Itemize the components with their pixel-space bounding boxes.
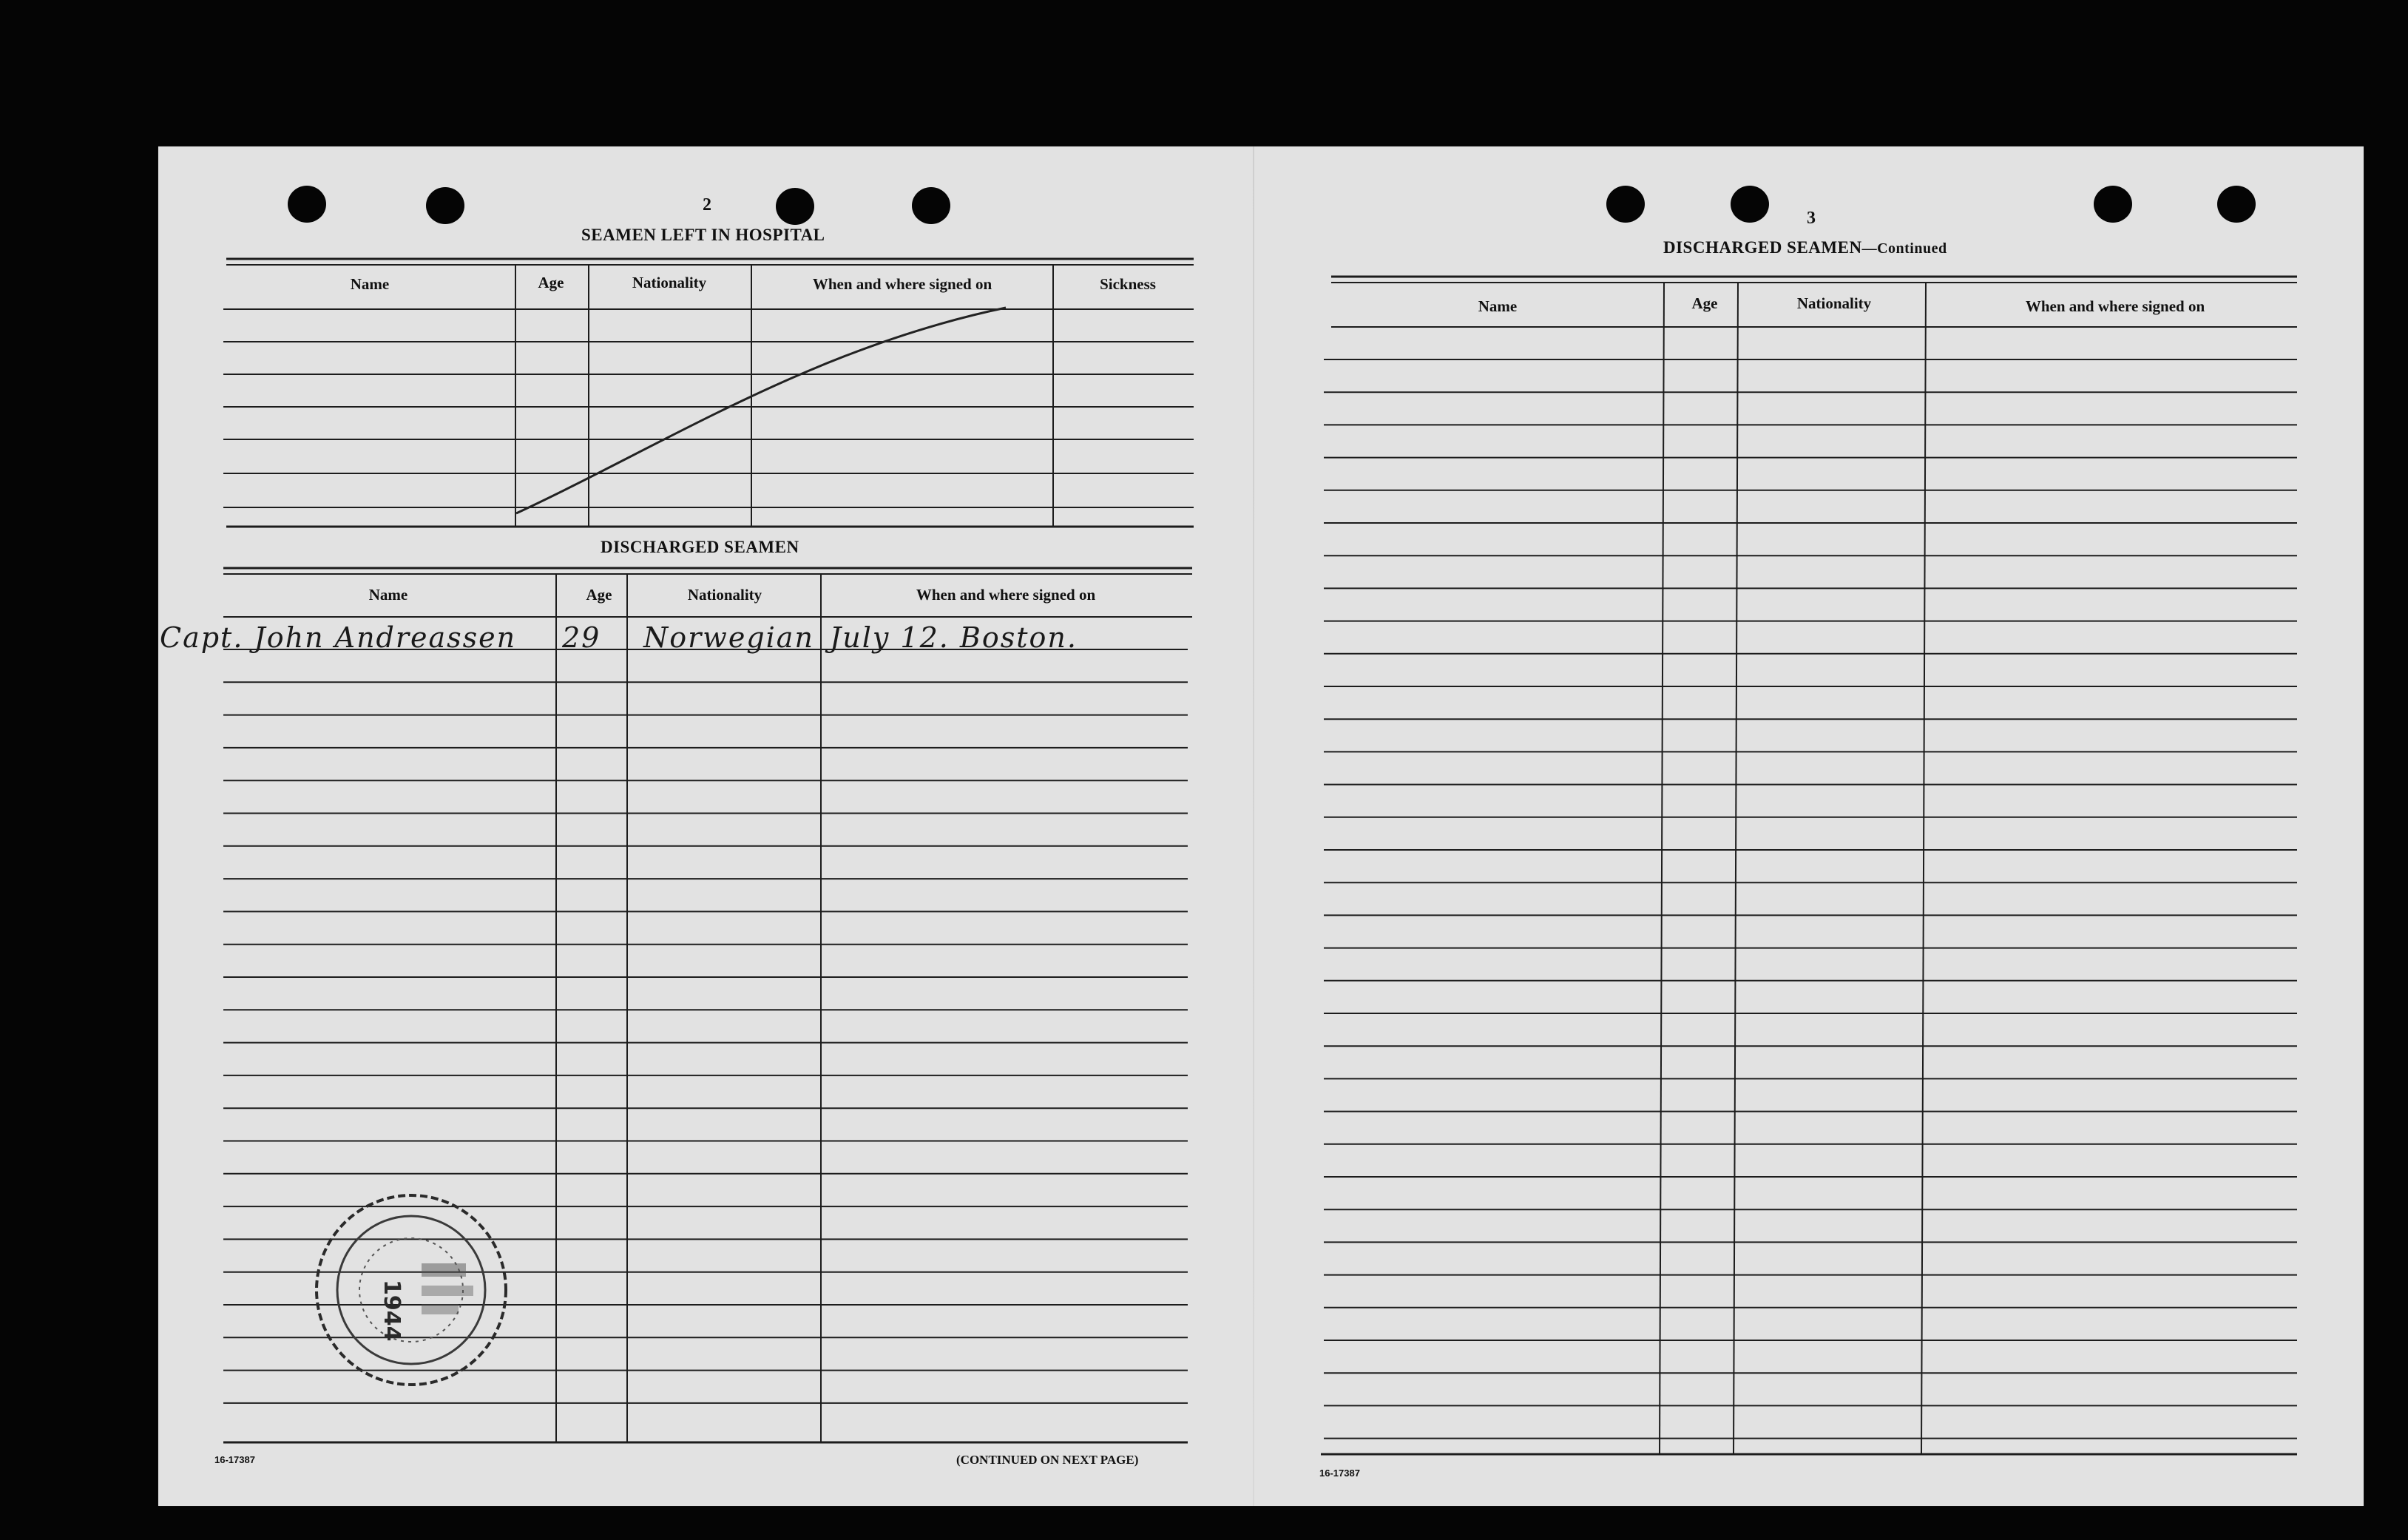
discharged-col-name: Name — [368, 586, 408, 604]
hospital-col-sickness: Sickness — [1100, 275, 1156, 293]
right-section-title — [1663, 238, 1947, 257]
page-number-left: 2 — [703, 195, 711, 215]
right-title-main: DISCHARGED SEAMEN — [1663, 238, 1862, 257]
discharged-col-signed-on: When and where signed on — [916, 586, 1096, 604]
hospital-col-age: Age — [538, 274, 564, 291]
entry-nationality: Norwegian — [643, 621, 814, 654]
right-col-nationality: Nationality — [1796, 294, 1872, 312]
right-col-age: Age — [1691, 294, 1718, 312]
entry-name: Capt. John Andreassen — [160, 621, 517, 654]
right-col-signed-on: When and where signed on — [2025, 297, 2205, 315]
entry-signed-on: July 12. Boston. — [830, 621, 1078, 654]
hospital-col-signed-on: When and where signed on — [812, 275, 992, 293]
form-number-right: 16-17387 — [1319, 1468, 1360, 1479]
discharged-col-age: Age — [586, 586, 612, 604]
entry-age: 29 — [562, 621, 601, 654]
discharged-section-title: DISCHARGED SEAMEN — [601, 538, 799, 556]
hospital-cancel-stroke — [516, 308, 1006, 513]
continued-note: (CONTINUED ON NEXT PAGE) — [956, 1453, 1139, 1467]
hospital-section-title: SEAMEN LEFT IN HOSPITAL — [581, 226, 825, 244]
stamp-year: 1944 — [379, 1280, 405, 1342]
date-stamp — [311, 1189, 512, 1391]
page-number-right: 3 — [1807, 209, 1816, 228]
hospital-col-name: Name — [350, 275, 390, 293]
discharged-col-nationality: Nationality — [687, 586, 762, 604]
right-col-name: Name — [1478, 297, 1518, 315]
right-title-suffix: —Continued — [1861, 240, 1947, 257]
form-number-left: 16-17387 — [214, 1454, 255, 1465]
hospital-col-nationality: Nationality — [632, 274, 707, 291]
